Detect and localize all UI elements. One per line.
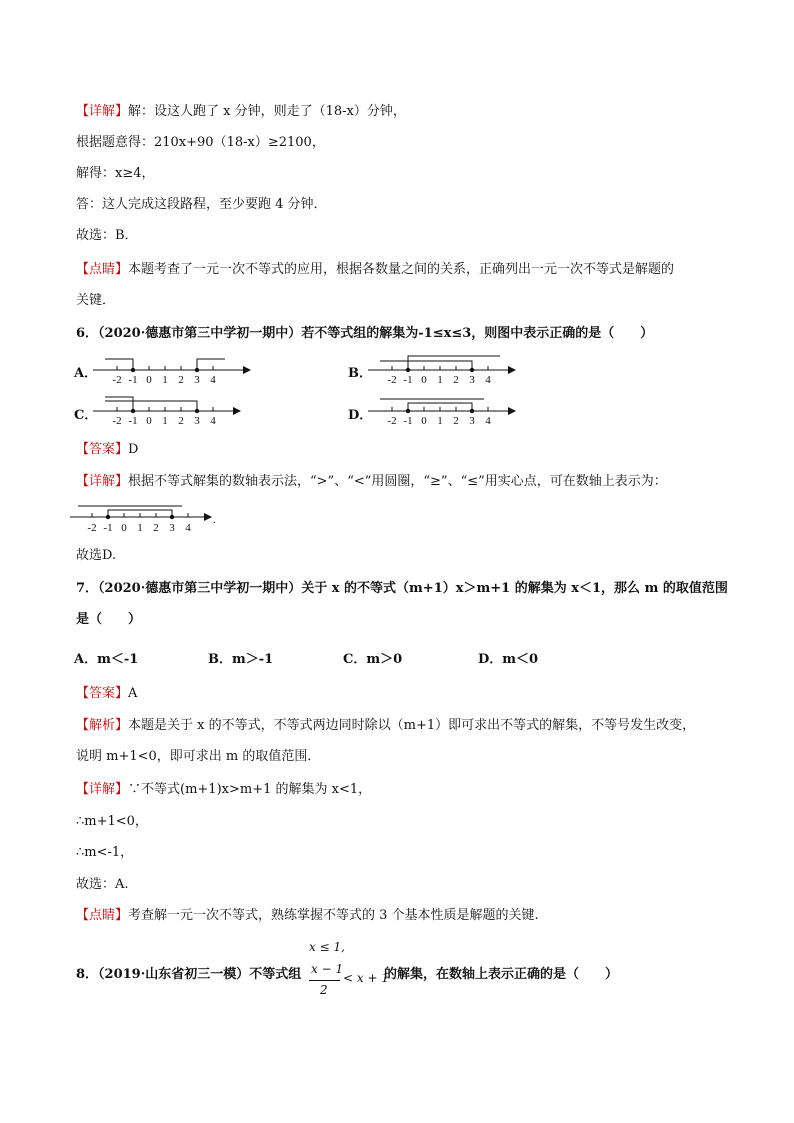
tick-label: 3 [469,374,475,386]
tick-label: 1 [162,374,168,386]
q7-answer: 【答案】A [76,686,138,701]
comment-line-2: 关键． [76,293,116,308]
detail-line-2: 根据题意得：210x+90（18-x）≥2100， [76,135,325,150]
q6-option-d-label: D． [348,408,373,423]
analysis-tag: 【解析】 [76,718,129,733]
tick-label: 4 [210,374,216,386]
tick-label: -2 [112,374,122,386]
tick-label: 4 [210,415,216,427]
q8-stem-prefix: 8．（2019·山东省初三一模）不等式组 [76,967,302,982]
answer-tag: 【答案】 [76,442,129,457]
detail-tag: 【详解】 [76,782,129,797]
tick-label: 3 [169,522,175,534]
answer-tag: 【答案】 [76,686,129,701]
tick-label: 2 [178,415,184,427]
tick-label: 2 [178,374,184,386]
q7-detail-line-4: 故选：A. [76,877,129,892]
q6-solution-number-line [70,502,220,536]
detail-line-1: 【详解】解：设这人跑了 x 分钟，则走了（18-x）分钟， [76,104,406,119]
q6-conclusion: 故选D. [76,548,117,563]
comment-tag: 【点睛】 [76,262,129,277]
q6-option-c-number-line [93,393,253,427]
tick-label: 0 [146,415,152,427]
q6-option-b-number-line [368,352,528,386]
tick-label: 4 [485,415,491,427]
detail-end: . [213,514,216,526]
tick-label: 0 [121,522,127,534]
q7-stem-line-1: 7．（2020·德惠市第三中学初一期中）关于 x 的不等式（m+1）x＞m+1 的解集为 x＜1，那么 m 的取值范围 [76,581,728,596]
tick-label: -2 [387,415,397,427]
detail-line-5: 故选：B． [76,228,138,243]
tick-label: 0 [421,374,427,386]
tick-label: -1 [103,522,113,534]
tick-label: 2 [153,522,159,534]
tick-label: 2 [453,374,459,386]
q7-option-d: D．m＜0 [478,652,539,667]
tick-label: 4 [185,522,191,534]
tick-label: 2 [453,415,459,427]
tick-label: 3 [469,415,475,427]
q6-stem: 6．（2020·德惠市第三中学初一期中）若不等式组的解集为-1≤x≤3，则图中表示正确的是（ ） [76,326,654,341]
detail-tag: 【详解】 [76,474,129,489]
tick-label: 1 [437,415,443,427]
q7-comment: 【点睛】考查解一元一次不等式，熟练掌握不等式的 3 个基本性质是解题的关键. [76,908,539,923]
tick-label: -2 [87,522,97,534]
comment-tag: 【点睛】 [76,908,129,923]
tick-label: -2 [112,415,122,427]
q7-option-c: C．m＞0 [343,652,403,667]
q6-option-c-label: C． [74,408,98,423]
detail-line-3: 解得：x≥4， [76,166,155,181]
tick-label: -1 [128,415,138,427]
tick-label: 3 [194,374,200,386]
q7-detail-line-3: ∴m<-1， [76,845,134,860]
q6-detail: 【详解】根据不等式解集的数轴表示法，“>”、“<”用圆圈，“≥”、“≤”用实心点，可在数轴上表示为： [76,474,667,489]
q8-system-rhs: < x + 1 [343,971,389,985]
q6-option-a-number-line [93,352,253,386]
tick-label: -2 [387,374,397,386]
tick-label: -1 [403,374,413,386]
q7-analysis-line-2: 说明 m+1<0，即可求出 m 的取值范围． [76,749,321,764]
detail-line-4: 答：这人完成这段路程，至少要跑 4 分钟． [76,197,327,212]
tick-label: -1 [128,374,138,386]
q7-option-b: B．m＞-1 [208,652,274,667]
q8-fraction-denominator: 2 [320,983,328,997]
q7-detail-line-2: ∴m+1<0， [76,814,148,829]
tick-label: 0 [146,374,152,386]
tick-label: 4 [485,374,491,386]
q8-system-row-1: x ≤ 1, [309,940,345,954]
tick-label: -1 [403,415,413,427]
q8-fraction-numerator: x − 1 [311,962,344,976]
q6-option-a-label: A． [74,366,98,381]
tick-label: 0 [421,415,427,427]
q7-detail-line-1: 【详解】∵不等式(m+1)x>m+1 的解集为 x<1， [76,782,372,797]
q8-fraction-bar [309,980,340,981]
q7-option-a: A．m＜-1 [74,652,139,667]
tick-label: 3 [194,415,200,427]
q6-option-d-number-line [368,393,528,427]
comment-line-1: 【点睛】本题考查了一元一次不等式的应用，根据各数量之间的关系，正确列出一元一次不等式是解题的 [76,262,675,277]
tick-label: 1 [437,374,443,386]
tick-label: 1 [137,522,143,534]
q7-stem-line-2: 是（ ） [76,612,142,627]
q6-answer: 【答案】D [76,442,139,457]
q8-stem-suffix: 的解集，在数轴上表示正确的是（ ） [384,967,619,982]
q7-analysis-line-1: 【解析】本题是关于 x 的不等式，不等式两边同时除以（m+1）即可求出不等式的解集，不等号发生改变， [76,718,696,733]
tick-label: 1 [162,415,168,427]
detail-tag: 【详解】 [76,104,129,119]
q6-option-b-label: B． [348,366,372,381]
